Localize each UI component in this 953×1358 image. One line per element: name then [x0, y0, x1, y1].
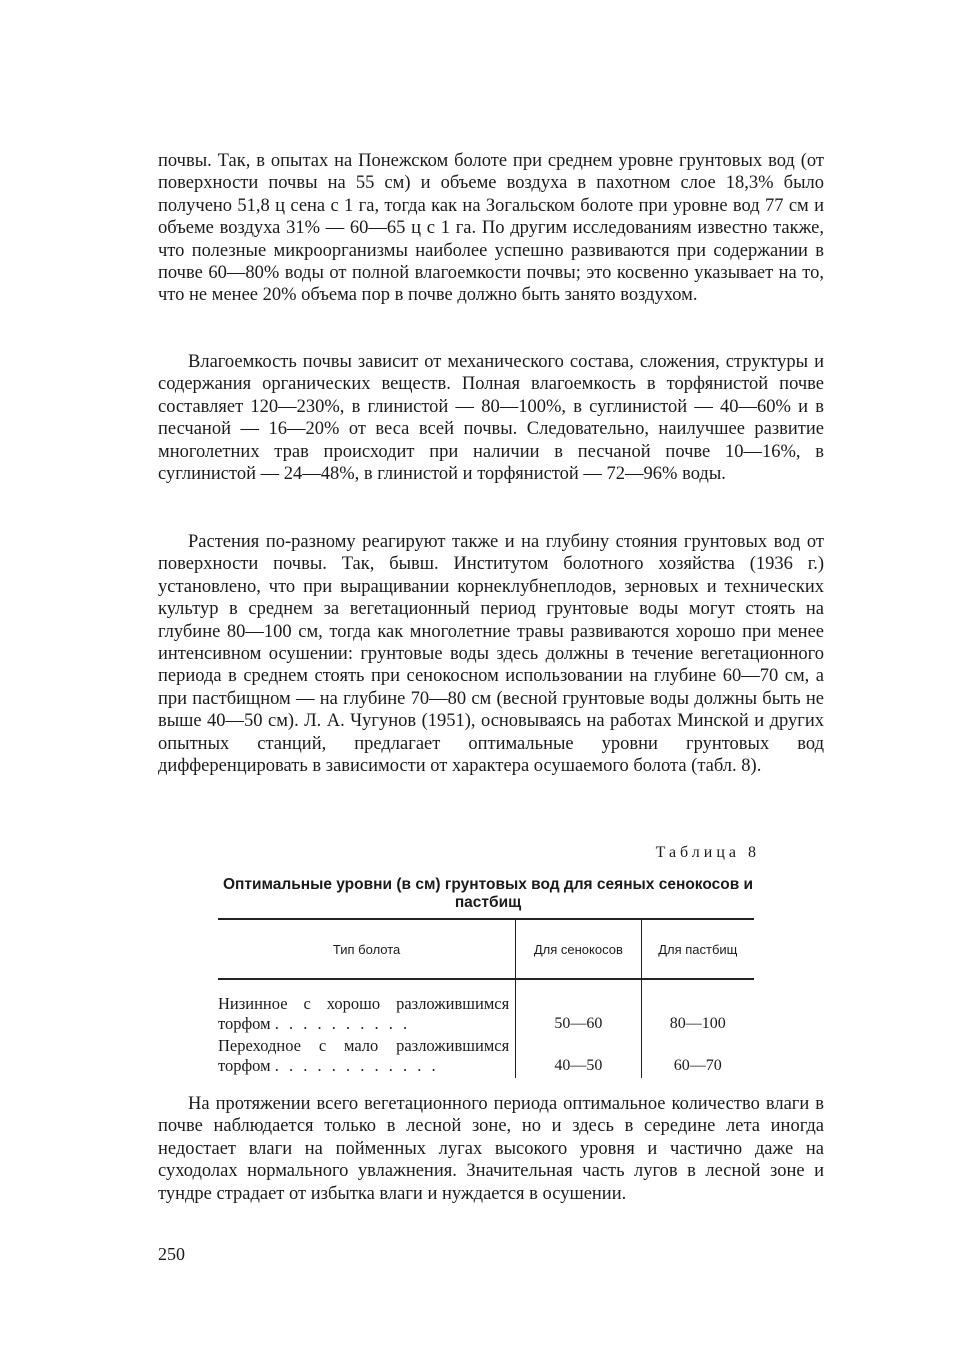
paragraph-moisture-capacity — [158, 351, 824, 485]
table-row — [218, 1036, 754, 1078]
table-header-row — [218, 919, 754, 979]
row-name: Низинное с хорошо разложившимся торфом — [218, 994, 510, 1033]
row-pasture-value: 80—100 — [669, 1015, 726, 1032]
row-hay-value: 40—50 — [516, 1036, 641, 1078]
header-pastures: Для пастбищ — [641, 919, 754, 979]
paragraph-text: почвы. Так, в опытах на Понежском болоте при среднем уровне грунтовых вод (от поверхности почвы на 55 см) и объеме воздуха в пахотном слое 18,3% было получено 51,8 ц сена с 1 га, тогда как на Зогальском болоте при уровне вод 77 см и объеме воздуха 31% — 60—65 ц с 1 га. По другим исследованиям известно также, что полезные микроорганизмы наиболее успешно развиваются при содержании в почве 60—80% воды от полной влагоемкости почвы; это косвенно указывает на то, что не менее 20% объема пор в почве должно быть занято воздухом. — [158, 151, 824, 306]
leader-dots: . . . . . . . . . . — [274, 1014, 411, 1033]
groundwater-levels-table — [218, 918, 754, 1078]
row-hay-value: 50—60 — [516, 994, 641, 1036]
paragraph-soil-air — [158, 150, 824, 307]
paragraph-text: На протяжении всего вегетационного периода оптимальное количество влаги в почве наблюдается только в лесной зоне, но и здесь в середине лета иногда недостает влаги на пойменных лугах высокого уровня и частично даже на суходолах нормального увлажнения. Значительная часть лугов в лесной зоне и тундре страдает от избытка влаги и нуждается в осушении. — [158, 1094, 824, 1204]
leader-dots: . . . . . . . . . . . . — [274, 1056, 439, 1075]
row-bog-type — [218, 994, 516, 1036]
page-number: 250 — [158, 1244, 185, 1264]
row-pasture-value: 60—70 — [673, 1057, 722, 1074]
paragraph-groundwater-depth — [158, 531, 824, 777]
row-bog-type — [218, 1036, 516, 1078]
paragraph-text: Влагоемкость почвы зависит от механического состава, сложения, структуры и содержания органических веществ. Полная влагоемкость в торфянистой почве составляет 120—230%, в глинистой — 80—100%, в суглинистой — 40—60% и в песчаной — 16—20% от веса всей почвы. Следовательно, наилучшее развитие многолетних трав происходит при наличии в песчаной почве 10—16%, в суглинистой — 24—48%, в глинистой и торфянистой — 72—96% воды. — [158, 352, 824, 485]
header-hayfields: Для сенокосов — [516, 919, 641, 979]
row-name: Переходное с мало разложившимся торфом — [218, 1036, 510, 1075]
table-label: Таблица 8 — [655, 844, 760, 861]
paragraph-text: Растения по-разному реагируют также и на глубину стояния грунтовых вод от поверхности почвы. Так, бывш. Институтом болотного хозяйства (1936 г.) установлено, что при выращивании корнеклубнеплодов, зерновых и технических культур в среднем за вегетационный период грунтовые воды могут стоять на глубине 80—100 см, тогда как многолетние травы развиваются хорошо при менее интенсивном осушении: грунтовые воды здесь должны в течение вегетационного периода в среднем стоять при сенокосном использовании на глубине 60—70 см, а при пастбищном — на глубине 70—80 см (весной грунтовые воды должны быть не выше 40—50 см). Л. А. Чугунов (1951), основываясь на работах Минской и других опытных станций, предлагает оптимальные уровни грунтовых вод дифференцировать в зависимости от характера осушаемого болота (табл. 8). — [158, 532, 824, 777]
paragraph-moisture-season — [158, 1093, 824, 1205]
table-title: Оптимальные уровни (в см) грунтовых вод для сеяных сенокосов и пастбищ — [222, 876, 754, 911]
table-row — [218, 994, 754, 1036]
header-bog-type: Тип болота — [218, 919, 516, 979]
